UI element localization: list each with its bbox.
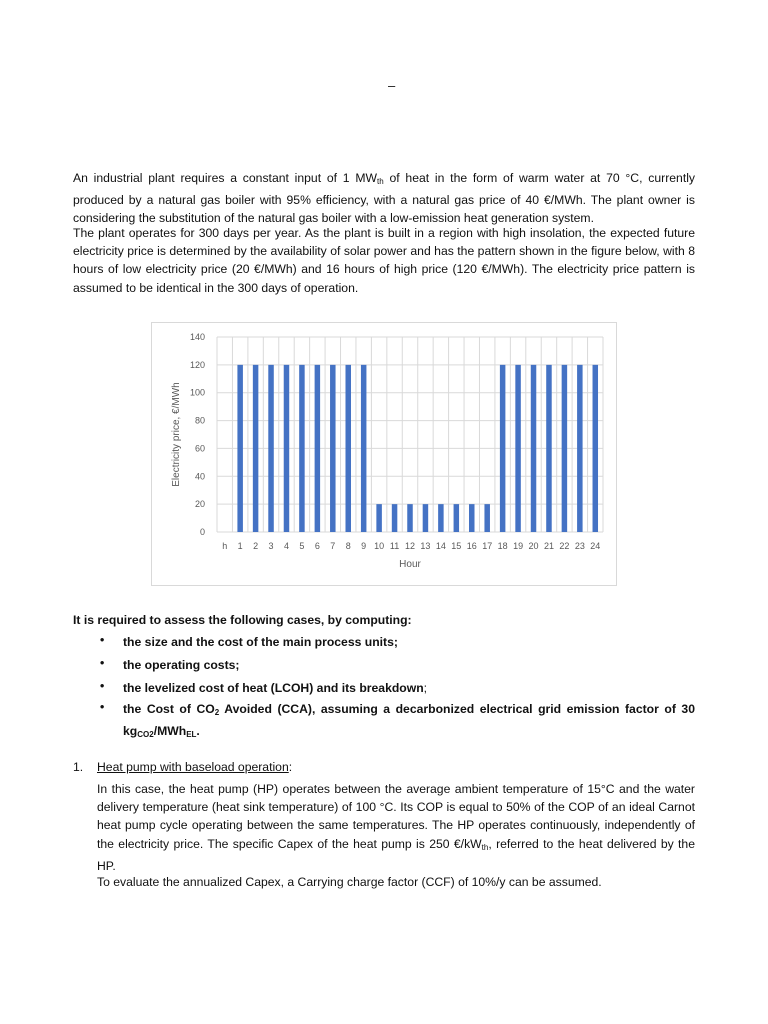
x-tick-label: 18 [497,541,508,551]
bar-hour-11 [392,504,398,532]
x-axis-label: Hour [399,559,421,570]
x-tick-label: 22 [559,541,570,551]
x-tick-label: 23 [574,541,585,551]
y-axis-label: Electricity price, €/MWh [171,382,182,487]
bullet-1: • [100,633,105,647]
bar-hour-22 [562,365,568,532]
x-tick-label: 24 [590,541,601,551]
bar-hour-21 [546,365,552,532]
bar-hour-17 [484,504,490,532]
x-tick-label: 16 [466,541,477,551]
task-item-4: the Cost of $CO_2$ Avoided (CCA), assuming a decarbonized electrical grid emission factor of 30 $kg_{CO2}/MWh_{EL}$. [123,702,695,739]
y-tick-label: 40 [194,471,205,482]
x-tick-label: 15 [451,541,462,551]
bar-hour-9 [361,365,367,532]
y-tick-label: 60 [194,443,205,454]
task-item-1: the size and the cost of the main process units; [123,635,398,649]
x-tick-label: 1 [237,541,243,551]
case-1-paragraph-2: To evaluate the annualized Capex, a Carrying charge factor (CCF) of 10%/y can be assumed. [97,875,602,889]
bar-hour-24 [593,365,599,532]
bar-hour-7 [330,365,336,532]
bar-hour-8 [345,365,351,532]
x-tick-label: h [222,541,228,551]
case-1-paragraph-1: In this case, the heat pump (HP) operates between the average ambient temperature of 15°C and the water delivery temperature (heat sink temperature) of 100 °C. Its COP is equal to 50% of the COP of an ideal Carnot heat pump cycle operating between the same temperatures. The HP operates continuously, independently of the electricity price. The specific Capex of the heat pump is 250 $€/kW_{th}$, referred to the heat delivered by the HP. [97,782,695,873]
bar-hour-16 [469,504,475,532]
bar-hour-5 [299,365,305,532]
bar-hour-4 [284,365,290,532]
task-item-2: the operating costs; [123,658,240,672]
x-tick-label: 20 [528,541,539,551]
y-tick-label: 100 [189,387,205,398]
bar-hour-19 [515,365,521,532]
x-tick-label: 12 [404,541,416,551]
intro-paragraph-1: An industrial plant requires a constant input of 1 $MW_{th}$ of heat in the form of warm water at 70 °C, currently produced by a natural gas boiler with 95% efficiency, with a natural gas price of 40 €/MWh. The plant owner is considering the substitution of the natural gas boiler with a low-emission heat generation system. [73,171,696,226]
y-tick-label: 20 [194,499,205,510]
x-tick-label: 2 [253,541,259,551]
x-tick-label: 8 [345,541,351,551]
chart-svg [152,323,616,585]
x-tick-label: 19 [513,541,524,551]
y-tick-label: 120 [189,359,205,370]
x-tick-label: 17 [482,541,493,551]
bar-hour-6 [315,365,321,532]
bar-hour-3 [268,365,274,532]
x-tick-label: 3 [268,541,274,551]
tasks-heading: It is required to assess the following cases, by computing: [73,613,412,627]
x-tick-label: 7 [330,541,336,551]
header-dash: – [388,78,396,93]
x-tick-label: 13 [420,541,431,551]
intro-paragraph-2: The plant operates for 300 days per year. As the plant is built in a region with high insolation, the expected future electricity price is determined by the availability of solar power and has the pattern shown in the figure below, with 8 hours of low electricity price (20 €/MWh) and 16 hours of high price (120 €/MWh). The electricity price pattern is assumed to be identical in the 300 days of operation. [73,226,695,295]
bar-hour-1 [237,365,243,532]
x-tick-label: 9 [361,541,367,551]
bullet-3: • [100,679,105,693]
x-tick-label: 4 [283,541,289,551]
bar-hour-12 [407,504,413,532]
x-tick-label: 10 [374,541,385,551]
bar-hour-14 [438,504,444,532]
bar-hour-2 [253,365,259,532]
x-tick-label: 6 [314,541,320,551]
case-1-number: 1. [73,760,84,774]
bar-hour-15 [454,504,460,532]
x-tick-label: 14 [435,541,446,551]
y-tick-label: 140 [189,332,205,342]
x-tick-label: 5 [299,541,305,551]
y-tick-label: 80 [194,415,205,426]
bar-hour-18 [500,365,506,532]
bar-hour-13 [423,504,429,532]
task-item-3: the levelized cost of heat (LCOH) and its breakdown; [123,681,428,695]
y-tick-label: 0 [199,527,205,537]
x-tick-label: 21 [543,541,554,551]
case-1-title: Heat pump with baseload operation: [97,760,293,774]
bullet-2: • [100,656,105,670]
bar-hour-23 [577,365,583,532]
electricity-price-chart [151,322,617,586]
bar-hour-20 [531,365,537,532]
bullet-4: • [100,700,105,714]
bar-hour-10 [376,504,382,532]
x-tick-label: 11 [389,541,400,551]
